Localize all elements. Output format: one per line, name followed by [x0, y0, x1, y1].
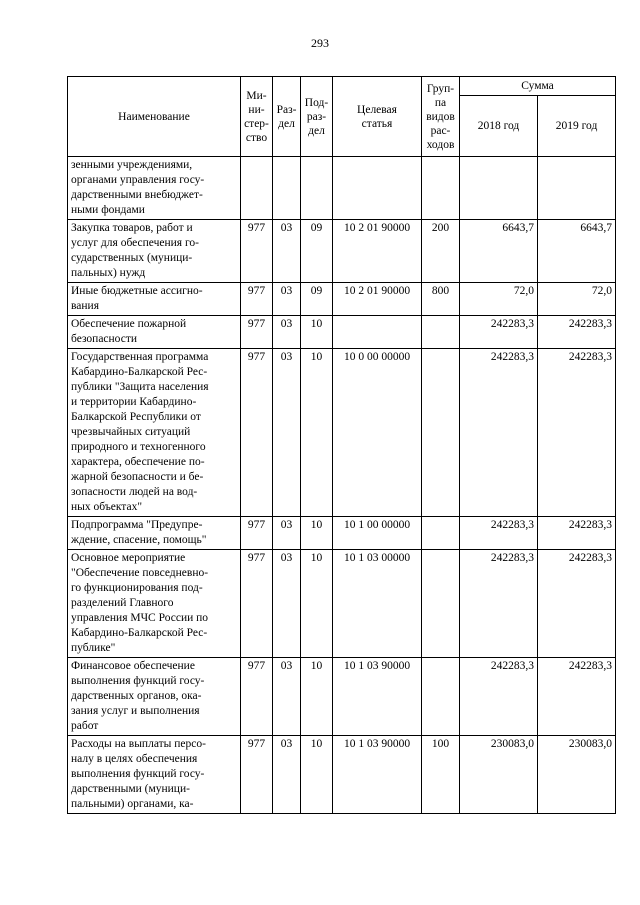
cell-sum2019: 230083,0 — [538, 736, 616, 814]
cell-group: 800 — [422, 283, 460, 316]
header-target: Целевая статья — [333, 77, 422, 157]
cell-ministry: 977 — [241, 283, 273, 316]
cell-group — [422, 316, 460, 349]
table-row — [68, 157, 616, 220]
cell-name: Государственная программа Кабардино-Балкарской Рес- публики "Защита населения и территории Кабардино- Балкарской Республики от чрезвычайных ситуаций природного и техногенного характера, обеспечение по- жарной безопасности и бе- зопасности людей на вод- ных объектах" — [68, 349, 241, 517]
cell-group: 200 — [422, 220, 460, 283]
budget-table — [67, 76, 616, 814]
cell-name: Финансовое обеспечение выполнения функций госу- дарственных органов, ока- зания услуг и выполнения работ — [68, 658, 241, 736]
cell-section: 03 — [273, 283, 301, 316]
cell-sum2018: 72,0 — [460, 283, 538, 316]
cell-section: 03 — [273, 517, 301, 550]
cell-sum2018: 242283,3 — [460, 550, 538, 658]
cell-subsection: 09 — [301, 283, 333, 316]
cell-subsection: 09 — [301, 220, 333, 283]
cell-ministry: 977 — [241, 349, 273, 517]
table-row — [68, 220, 616, 283]
cell-subsection: 10 — [301, 550, 333, 658]
cell-sum2019: 72,0 — [538, 283, 616, 316]
cell-section: 03 — [273, 349, 301, 517]
cell-group: 100 — [422, 736, 460, 814]
header-section: Раз- дел — [273, 77, 301, 157]
cell-target — [333, 157, 422, 220]
page-number: 293 — [311, 36, 329, 50]
cell-subsection: 10 — [301, 517, 333, 550]
cell-name: зенными учреждениями, органами управления госу- дарственными внебюджет- ными фондами — [68, 157, 241, 220]
cell-name: Расходы на выплаты персо- налу в целях обеспечения выполнения функций госу- дарственными (муници- пальными) органами, ка- — [68, 736, 241, 814]
cell-subsection: 10 — [301, 736, 333, 814]
cell-sum2018: 242283,3 — [460, 316, 538, 349]
cell-sum2018: 230083,0 — [460, 736, 538, 814]
cell-sum2018: 6643,7 — [460, 220, 538, 283]
cell-name: Иные бюджетные ассигно- вания — [68, 283, 241, 316]
cell-ministry: 977 — [241, 736, 273, 814]
cell-section: 03 — [273, 736, 301, 814]
cell-ministry: 977 — [241, 658, 273, 736]
cell-subsection: 10 — [301, 658, 333, 736]
header-subsection: Под- раз- дел — [301, 77, 333, 157]
table-row — [68, 550, 616, 658]
cell-section: 03 — [273, 658, 301, 736]
table-body — [68, 157, 616, 814]
cell-ministry: 977 — [241, 517, 273, 550]
cell-sum2019 — [538, 157, 616, 220]
header-group: Груп- па видов рас- ходов — [422, 77, 460, 157]
cell-sum2018 — [460, 157, 538, 220]
table-row — [68, 517, 616, 550]
cell-target: 10 1 03 00000 — [333, 550, 422, 658]
cell-target: 10 0 00 00000 — [333, 349, 422, 517]
cell-section: 03 — [273, 550, 301, 658]
table-row — [68, 658, 616, 736]
cell-target: 10 1 03 90000 — [333, 736, 422, 814]
cell-group — [422, 658, 460, 736]
header-name: Наименование — [68, 77, 241, 157]
cell-section: 03 — [273, 220, 301, 283]
cell-target: 10 2 01 90000 — [333, 283, 422, 316]
cell-group — [422, 157, 460, 220]
cell-subsection: 10 — [301, 316, 333, 349]
cell-sum2019: 242283,3 — [538, 550, 616, 658]
cell-ministry: 977 — [241, 220, 273, 283]
header-year-2019: 2019 год — [538, 96, 616, 157]
cell-group — [422, 517, 460, 550]
cell-group — [422, 349, 460, 517]
cell-target — [333, 316, 422, 349]
cell-target: 10 1 00 00000 — [333, 517, 422, 550]
cell-sum2018: 242283,3 — [460, 517, 538, 550]
cell-subsection — [301, 157, 333, 220]
cell-sum2018: 242283,3 — [460, 658, 538, 736]
cell-sum2019: 6643,7 — [538, 220, 616, 283]
header-ministry: Ми- ни- стер- ство — [241, 77, 273, 157]
header-sum: Сумма — [460, 77, 616, 96]
header-year-2018: 2018 год — [460, 96, 538, 157]
cell-name: Основное мероприятие "Обеспечение повседневно- го функционирования под- разделений Главного управления МЧС России по Кабардино-Балкарской Рес- публике" — [68, 550, 241, 658]
cell-name: Подпрограмма "Предупре- ждение, спасение, помощь" — [68, 517, 241, 550]
cell-name: Обеспечение пожарной безопасности — [68, 316, 241, 349]
cell-target: 10 2 01 90000 — [333, 220, 422, 283]
cell-name: Закупка товаров, работ и услуг для обеспечения го- сударственных (муници- пальных) нужд — [68, 220, 241, 283]
cell-ministry: 977 — [241, 316, 273, 349]
cell-target: 10 1 03 90000 — [333, 658, 422, 736]
cell-sum2019: 242283,3 — [538, 349, 616, 517]
cell-group — [422, 550, 460, 658]
table-row — [68, 283, 616, 316]
cell-ministry — [241, 157, 273, 220]
cell-subsection: 10 — [301, 349, 333, 517]
table-row — [68, 316, 616, 349]
table-row — [68, 349, 616, 517]
cell-sum2019: 242283,3 — [538, 316, 616, 349]
cell-sum2018: 242283,3 — [460, 349, 538, 517]
cell-section — [273, 157, 301, 220]
cell-sum2019: 242283,3 — [538, 517, 616, 550]
table-row — [68, 736, 616, 814]
cell-ministry: 977 — [241, 550, 273, 658]
cell-section: 03 — [273, 316, 301, 349]
cell-sum2019: 242283,3 — [538, 658, 616, 736]
